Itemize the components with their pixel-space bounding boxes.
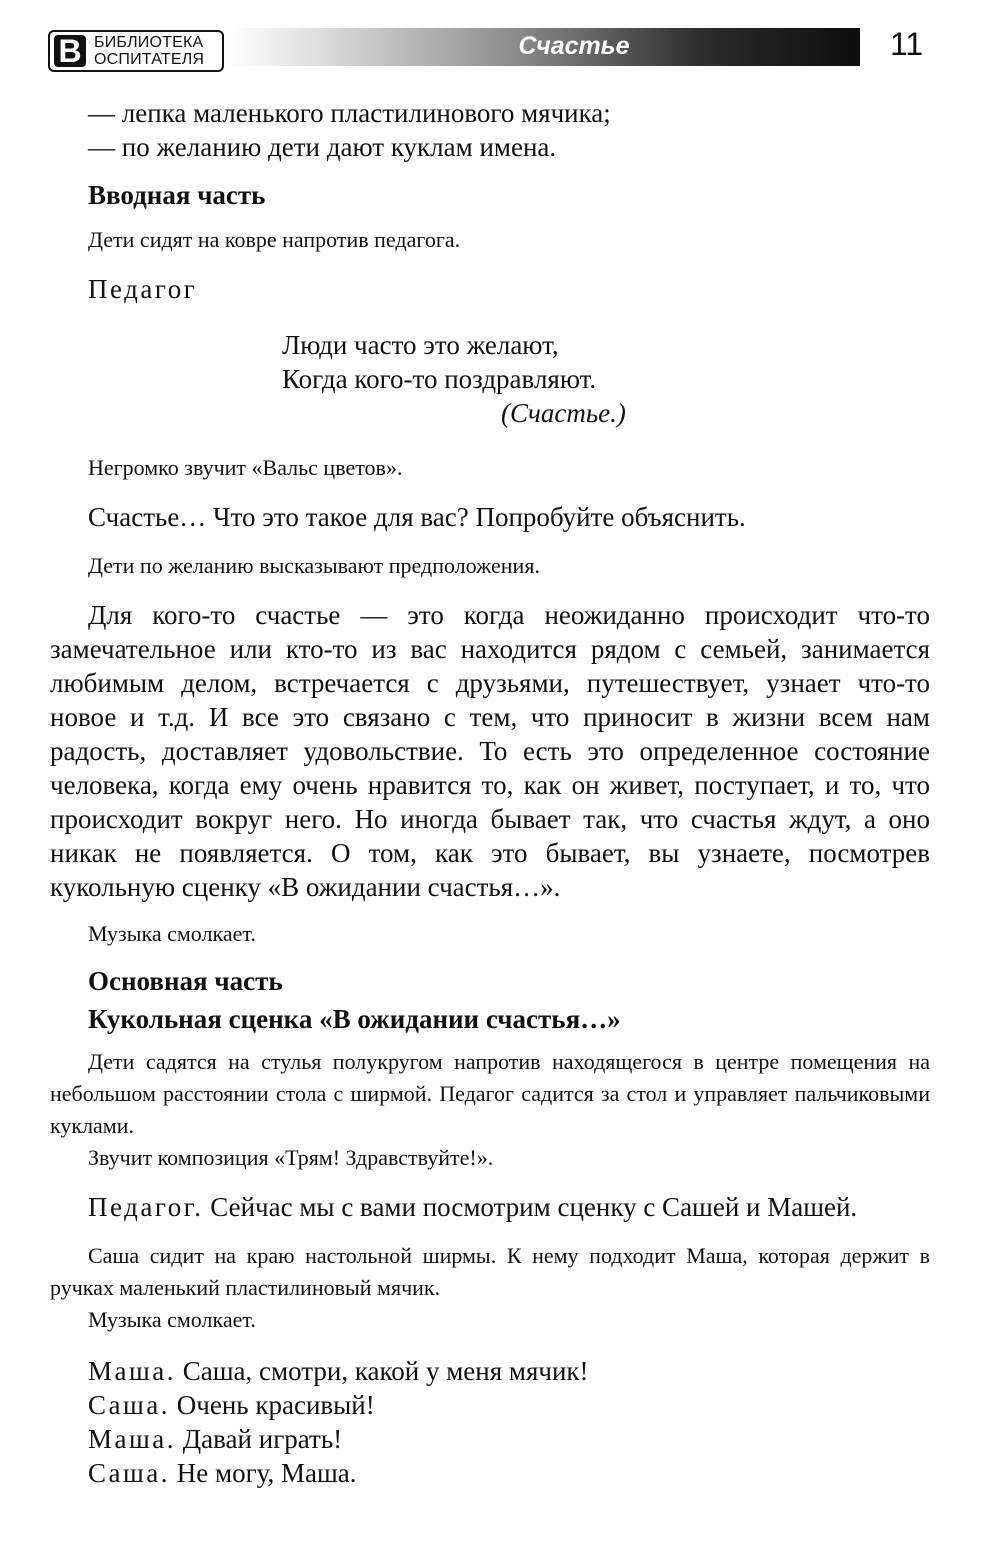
music-note: Звучит композиция «Трям! Здравствуйте!». [88, 1145, 494, 1170]
music-note: Музыка смолкает. [88, 921, 256, 946]
dialogue-line [50, 1456, 930, 1490]
page-body [50, 96, 930, 1490]
intro-note: Дети сидят на ковре напротив педагога. [88, 227, 461, 252]
poem-line: Люди часто это желают, [282, 330, 559, 360]
question-line: Счастье… Что это такое для вас? Попробуйте объяснить. [88, 502, 746, 532]
logo-text [94, 34, 204, 68]
teacher-line-text: Сейчас мы с вами посмотрим сценку с Сашей и Машей. [210, 1192, 858, 1222]
children-note: Дети по желанию высказывают предположения. [88, 553, 540, 578]
teacher-line [50, 1190, 930, 1224]
main-heading: Основная часть [88, 966, 283, 996]
list-item: — лепка маленького пластилинового мячика; [88, 98, 611, 128]
dialogue-speaker: Саша. [88, 1458, 171, 1488]
dialogue-text: Давай играть! [182, 1424, 343, 1454]
logo-letter: В [54, 35, 86, 67]
setup-note: Дети садятся на стулья полукругом напротив находящегося в центре помещения на небольшом расстоянии стола с ширмой. Педагог садится за стол и управляет пальчиковыми куклами. [50, 1049, 930, 1138]
intro-heading: Вводная часть [88, 180, 266, 210]
dialogue-speaker: Маша. [88, 1356, 177, 1386]
speaker-teacher: Педагог [88, 274, 198, 304]
poem-answer: (Счастье.) [501, 398, 626, 428]
logo-line-1: БИБЛИОТЕКА [94, 34, 204, 51]
section-title: Счастье [518, 32, 630, 60]
dialogue-speaker: Маша. [88, 1424, 177, 1454]
scene-note: Саша сидит на краю настольной ширмы. К нему подходит Маша, которая держит в ручках маленький пластилиновый мячик. [50, 1243, 930, 1300]
dialogue-text: Не могу, Маша. [176, 1458, 357, 1488]
dialogue-speaker: Саша. [88, 1390, 171, 1420]
poem-line: Когда кого-то поздравляют. [282, 364, 597, 394]
music-note: Негромко звучит «Вальс цветов». [88, 455, 403, 480]
music-note: Музыка смолкает. [88, 1307, 256, 1332]
page-number: 11 [890, 26, 924, 62]
running-header [48, 26, 928, 76]
teacher-line-speaker: Педагог. [88, 1192, 204, 1222]
logo-line-2: ОСПИТАТЕЛЯ [94, 51, 205, 68]
dialogue-line [50, 1354, 930, 1388]
header-bar [228, 28, 860, 66]
series-logo [48, 30, 224, 72]
dialogue-text: Саша, смотри, какой у меня мячик! [182, 1356, 589, 1386]
scene-heading: Кукольная сценка «В ожидании счастья…» [88, 1004, 621, 1034]
explanation-paragraph: Для кого-то счастье — это когда неожиданно происходит что-то замечательное или кто-то из вас находится рядом с семьей, занимается любимым делом, встречается с друзьями, путешествует, узнает что-то новое и т.д. И все это связано с тем, что приносит в жизни всем нам радость, доставляет удовольствие. То есть это определенное состояние человека, когда ему очень нравится то, как он живет, поступает, и то, что происходит вокруг него. Но иногда бывает так, что счастья ждут, а оно никак не появляется. О том, как это бывает, вы узнаете, посмотрев кукольную сценку «В ожидании счастья…». [50, 600, 930, 902]
dialogue-line [50, 1388, 930, 1422]
dialogue-line [50, 1422, 930, 1456]
list-item: — по желанию дети дают куклам имена. [88, 132, 557, 162]
dialogue-text: Очень красивый! [176, 1390, 375, 1420]
